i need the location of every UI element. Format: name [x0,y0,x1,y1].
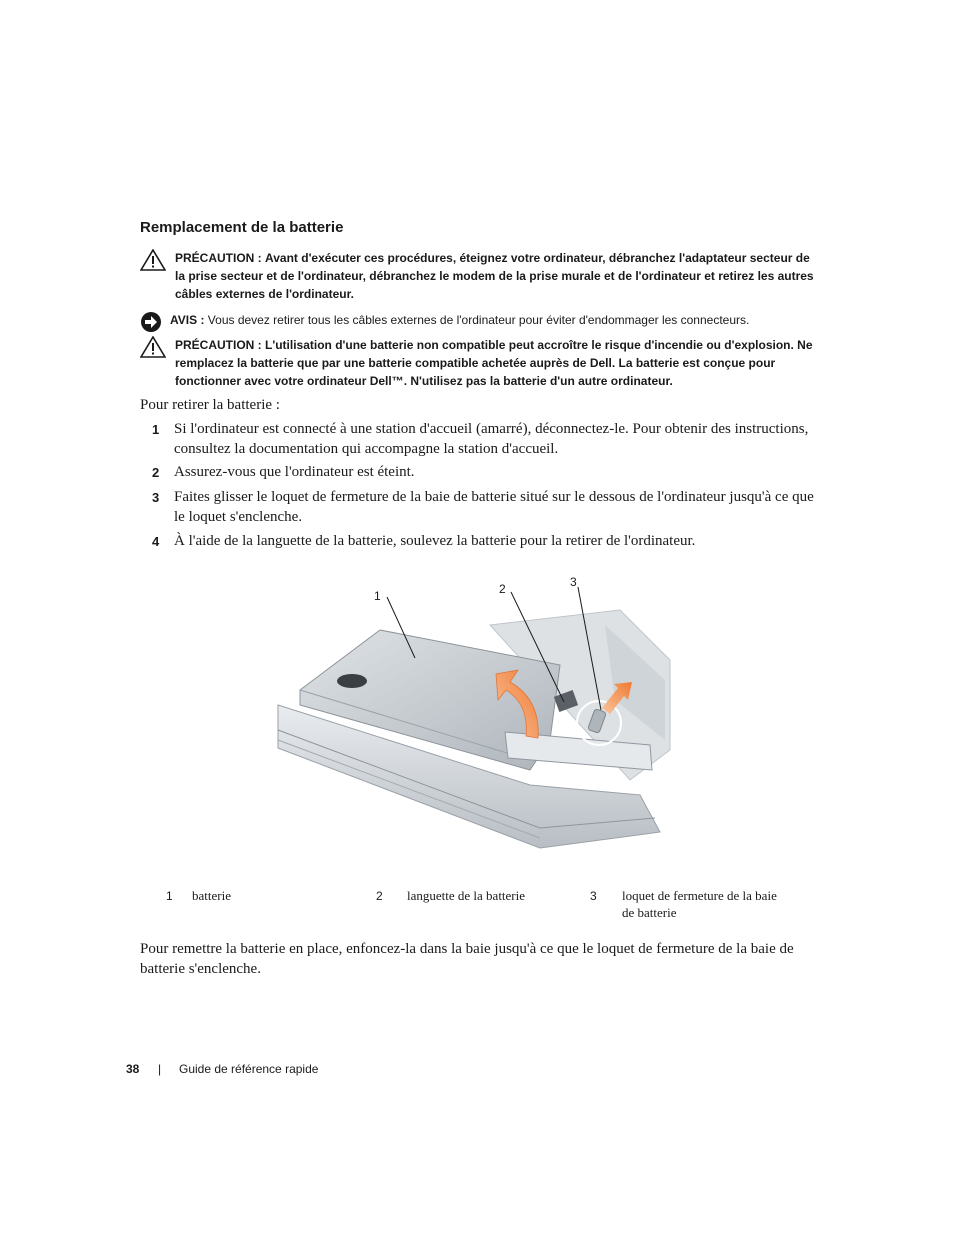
footer-title: Guide de référence rapide [179,1062,319,1076]
page-number: 38 [126,1062,140,1076]
precaution-text: L'utilisation d'une batterie non compatible peut accroître le risque d'incendie ou d'explosion. Ne remplacez la batterie que par une batterie compatible achetée auprès de Dell. La batterie est conçue pour fonctionner avec votre ordinateur Dell™. N'utilisez pas la batterie d'un autre ordinateur. [175,338,813,388]
precaution-label: PRÉCAUTION : [175,251,262,265]
step-text: Si l'ordinateur est connecté à une station d'accueil (amarré), déconnectez-le. Pour obtenir des instructions, consultez la documentation qui accompagne la station d'accueil. [174,421,809,457]
callout-3: 3 [570,575,577,589]
avis-label: AVIS : [170,313,205,327]
legend-text: batterie [192,888,231,903]
precaution-notice-1 [140,249,820,303]
step-number: 2 [152,465,160,480]
legend-item-3 [590,887,780,921]
avis-text: Vous devez retirer tous les câbles externes de l'ordinateur pour éviter d'endommager les connecteurs. [207,313,750,327]
step-number: 1 [152,422,160,437]
callout-2: 2 [499,582,506,596]
avis-notice [140,311,820,329]
legend-number: 2 [376,889,383,903]
legend-item-1 [166,887,356,904]
step-number: 4 [152,534,160,549]
step-text: Faites glisser le loquet de fermeture de la baie de batterie situé sur le dessous de l'ordinateur jusqu'à ce que le loquet s'enclenche. [174,489,814,525]
legend-item-2 [376,887,576,904]
step-3 [140,487,820,527]
step-text: À l'aide de la languette de la batterie, soulevez la batterie pour la retirer de l'ordinateur. [174,533,696,549]
precaution-text: Avant d'exécuter ces procédures, éteignez votre ordinateur, débranchez l'adaptateur secteur de la prise secteur et de l'ordinateur, débranchez le modem de la prise murale et de l'ordinateur et retirez les autres câbles externes de l'ordinateur. [175,251,814,301]
step-1 [140,419,820,459]
intro-text: Pour retirer la batterie : [140,397,280,413]
precaution-notice-2 [140,336,820,390]
step-2 [140,462,820,482]
legend-number: 3 [590,889,597,903]
callout-1: 1 [374,589,381,603]
section-heading: Remplacement de la batterie [140,219,344,236]
battery-removal-illustration [260,570,680,870]
closing-text: Pour remettre la batterie en place, enfoncez-la dans la baie jusqu'à ce que le loquet de fermeture de la baie de batterie s'enclenche. [140,941,794,977]
warning-triangle-icon [140,336,166,363]
step-number: 3 [152,490,160,505]
notice-arrow-icon [140,311,162,338]
precaution-label: PRÉCAUTION : [175,338,262,352]
step-text: Assurez-vous que l'ordinateur est éteint. [174,464,415,480]
footer-separator: | [158,1062,162,1076]
warning-triangle-icon [140,249,166,276]
legend-text: loquet de fermeture de la baie de batterie [622,888,777,920]
step-4 [140,531,820,551]
legend-text: languette de la batterie [407,888,526,903]
legend-number: 1 [166,889,173,903]
